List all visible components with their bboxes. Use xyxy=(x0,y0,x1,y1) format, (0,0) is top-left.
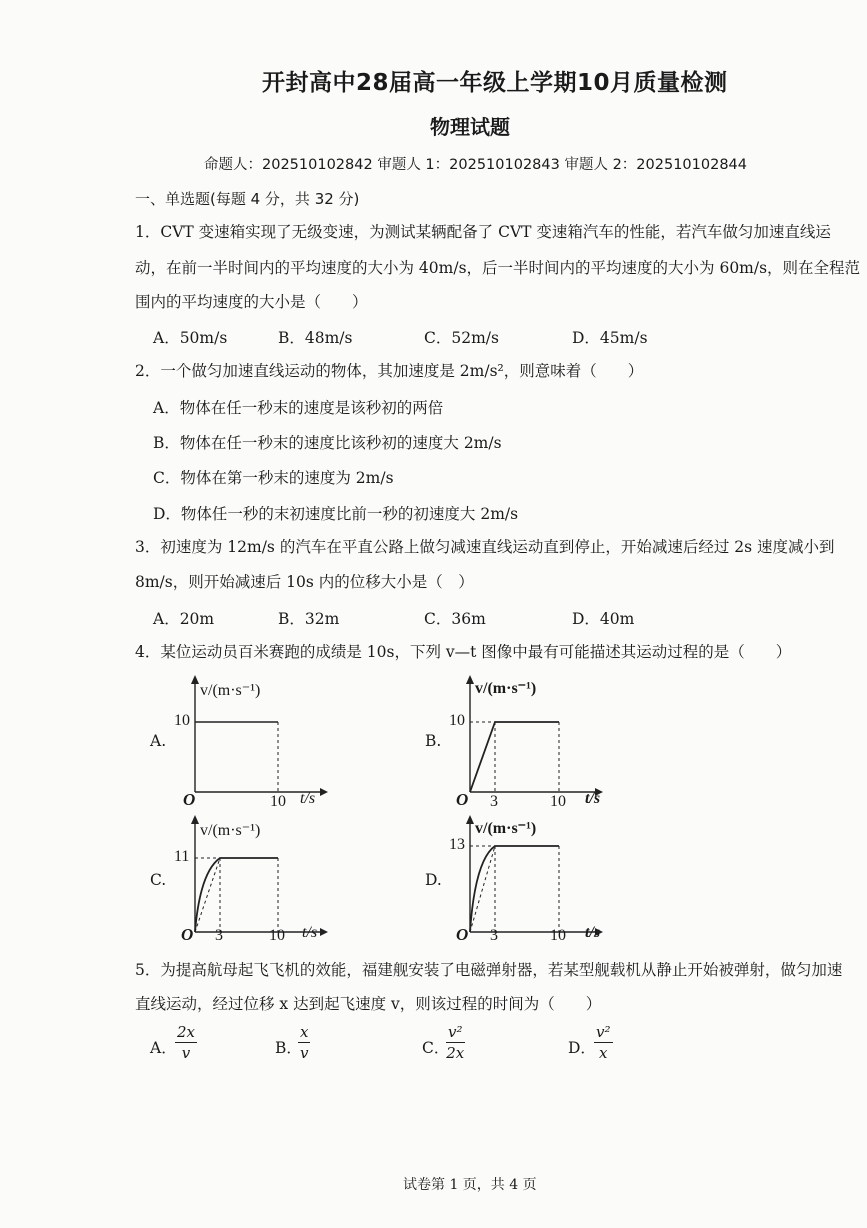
q5-option-c-fraction xyxy=(446,1023,465,1062)
origin-label: O xyxy=(183,790,196,809)
q2-stem: 2．一个做匀加速直线运动的物体，其加速度是 2m/s²，则意味着（ ） xyxy=(135,362,644,380)
page-title: 开封高中28届高一年级上学期10月质量检测 xyxy=(262,70,728,96)
authors-line: 命题人：202510102842 审题人 1：202510102843 审题人 2：202510102844 xyxy=(204,157,747,173)
y-tick: 10 xyxy=(174,712,190,729)
q5-option-d-fraction xyxy=(594,1023,613,1062)
q4-graph-a-label: A. xyxy=(150,732,167,750)
y-tick: 13 xyxy=(449,836,465,853)
q4-graph-a xyxy=(170,672,330,810)
y-axis-arrow xyxy=(466,815,474,824)
denominator: x xyxy=(599,1044,608,1062)
q4-graph-d xyxy=(445,812,605,947)
q1-line2: 动，在前一半时间内的平均速度的大小为 40m/s，后一半时间内的平均速度的大小为 60m/s，则在全程范 xyxy=(135,259,861,277)
origin-label: O xyxy=(181,925,194,944)
y-axis-arrow xyxy=(466,675,474,684)
y-axis-label: v/(m·s⁻¹) xyxy=(475,680,537,697)
y-axis-label: v/(m·s⁻¹) xyxy=(475,820,537,837)
q5-option-a-fraction xyxy=(175,1023,197,1062)
q2-option-a: A．物体在任一秒末的速度是该秒初的两倍 xyxy=(153,399,444,417)
dash-straight xyxy=(195,858,220,932)
x-tick-10: 10 xyxy=(269,927,285,944)
q1-option-a: A．50m/s xyxy=(153,329,228,347)
x-tick-3: 3 xyxy=(215,927,223,944)
origin-label: O xyxy=(456,790,469,809)
q1-line3: 围内的平均速度的大小是（ ） xyxy=(135,293,368,311)
q5-option-c-label: C． xyxy=(422,1039,450,1057)
q1-option-c: C．52m/s xyxy=(424,329,499,347)
x-axis-label: t/s xyxy=(302,924,318,941)
x-tick-3: 3 xyxy=(490,927,498,944)
x-axis-arrow xyxy=(320,928,328,936)
q5-line2: 直线运动，经过位移 x 达到起飞速度 v，则该过程的时间为（ ） xyxy=(135,995,602,1013)
q3-line1: 3．初速度为 12m/s 的汽车在平直公路上做匀减速直线运动直到停止，开始减速后经过 2s 速度减小到 xyxy=(135,538,835,556)
velocity-curve xyxy=(195,858,278,932)
y-axis-label: v/(m·s⁻¹) xyxy=(200,822,261,839)
q5-option-b-label: B． xyxy=(275,1039,302,1057)
velocity-line xyxy=(470,722,559,792)
y-axis-arrow xyxy=(191,675,199,684)
q2-option-c: C．物体在第一秒末的速度为 2m/s xyxy=(153,469,394,487)
q3-option-a: A．20m xyxy=(153,610,215,628)
q4-graph-d-label: D. xyxy=(425,871,442,889)
x-axis-label: t/s xyxy=(300,790,316,807)
x-tick-3: 3 xyxy=(490,793,498,810)
y-axis-arrow xyxy=(191,815,199,824)
q4-graph-b xyxy=(445,672,605,810)
x-axis-arrow xyxy=(320,788,328,796)
q5-option-d-label: D． xyxy=(568,1039,596,1057)
q3-option-d: D．40m xyxy=(572,610,635,628)
dash-straight xyxy=(470,846,495,932)
y-axis-label: v/(m·s⁻¹) xyxy=(200,682,261,699)
q4-stem: 4．某位运动员百米赛跑的成绩是 10s，下列 v—t 图像中最有可能描述其运动过程的是（ ） xyxy=(135,643,792,661)
page-footer: 试卷第 1 页，共 4 页 xyxy=(403,1177,537,1193)
denominator: 2x xyxy=(446,1044,465,1062)
numerator: v² xyxy=(448,1023,463,1041)
y-tick: 11 xyxy=(174,848,190,865)
origin-label: O xyxy=(456,925,469,944)
numerator: 2x xyxy=(177,1023,196,1041)
x-tick-10: 10 xyxy=(270,793,286,810)
q4-graph-c-label: C. xyxy=(150,871,167,889)
x-tick-10: 10 xyxy=(550,793,566,810)
q3-option-b: B．32m xyxy=(278,610,340,628)
velocity-curve xyxy=(470,846,559,932)
q1-option-b: B．48m/s xyxy=(278,329,353,347)
x-axis-label: t/s xyxy=(585,924,601,941)
x-axis-label: t/s xyxy=(585,790,601,807)
numerator: x xyxy=(300,1023,309,1041)
denominator: v xyxy=(299,1044,309,1062)
q5-line1: 5．为提高航母起飞飞机的效能，福建舰安装了电磁弹射器，若某型舰载机从静止开始被弹射，做匀加速 xyxy=(135,961,843,979)
q3-option-c: C．36m xyxy=(424,610,486,628)
q1-line1: 1．CVT 变速箱实现了无级变速，为测试某辆配备了 CVT 变速箱汽车的性能，若汽车做匀加速直线运 xyxy=(135,223,831,241)
numerator: v² xyxy=(596,1023,611,1041)
q2-option-b: B．物体在任一秒末的速度比该秒初的速度大 2m/s xyxy=(153,434,502,452)
q4-graph-c xyxy=(170,812,330,947)
section-heading: 一、单选题(每题 4 分，共 32 分) xyxy=(135,190,360,208)
q1-option-d: D．45m/s xyxy=(572,329,648,347)
q3-line2: 8m/s，则开始减速后 10s 内的位移大小是（ ） xyxy=(135,573,474,591)
y-tick: 10 xyxy=(449,712,465,729)
q5-option-a-label: A． xyxy=(150,1039,177,1057)
q5-option-b-fraction xyxy=(298,1023,310,1062)
q4-graph-b-label: B. xyxy=(425,732,442,750)
q2-option-d: D．物体任一秒的末初速度比前一秒的初速度大 2m/s xyxy=(153,505,519,523)
x-tick-10: 10 xyxy=(550,927,566,944)
page-subtitle: 物理试题 xyxy=(430,115,510,139)
denominator: v xyxy=(181,1044,191,1062)
